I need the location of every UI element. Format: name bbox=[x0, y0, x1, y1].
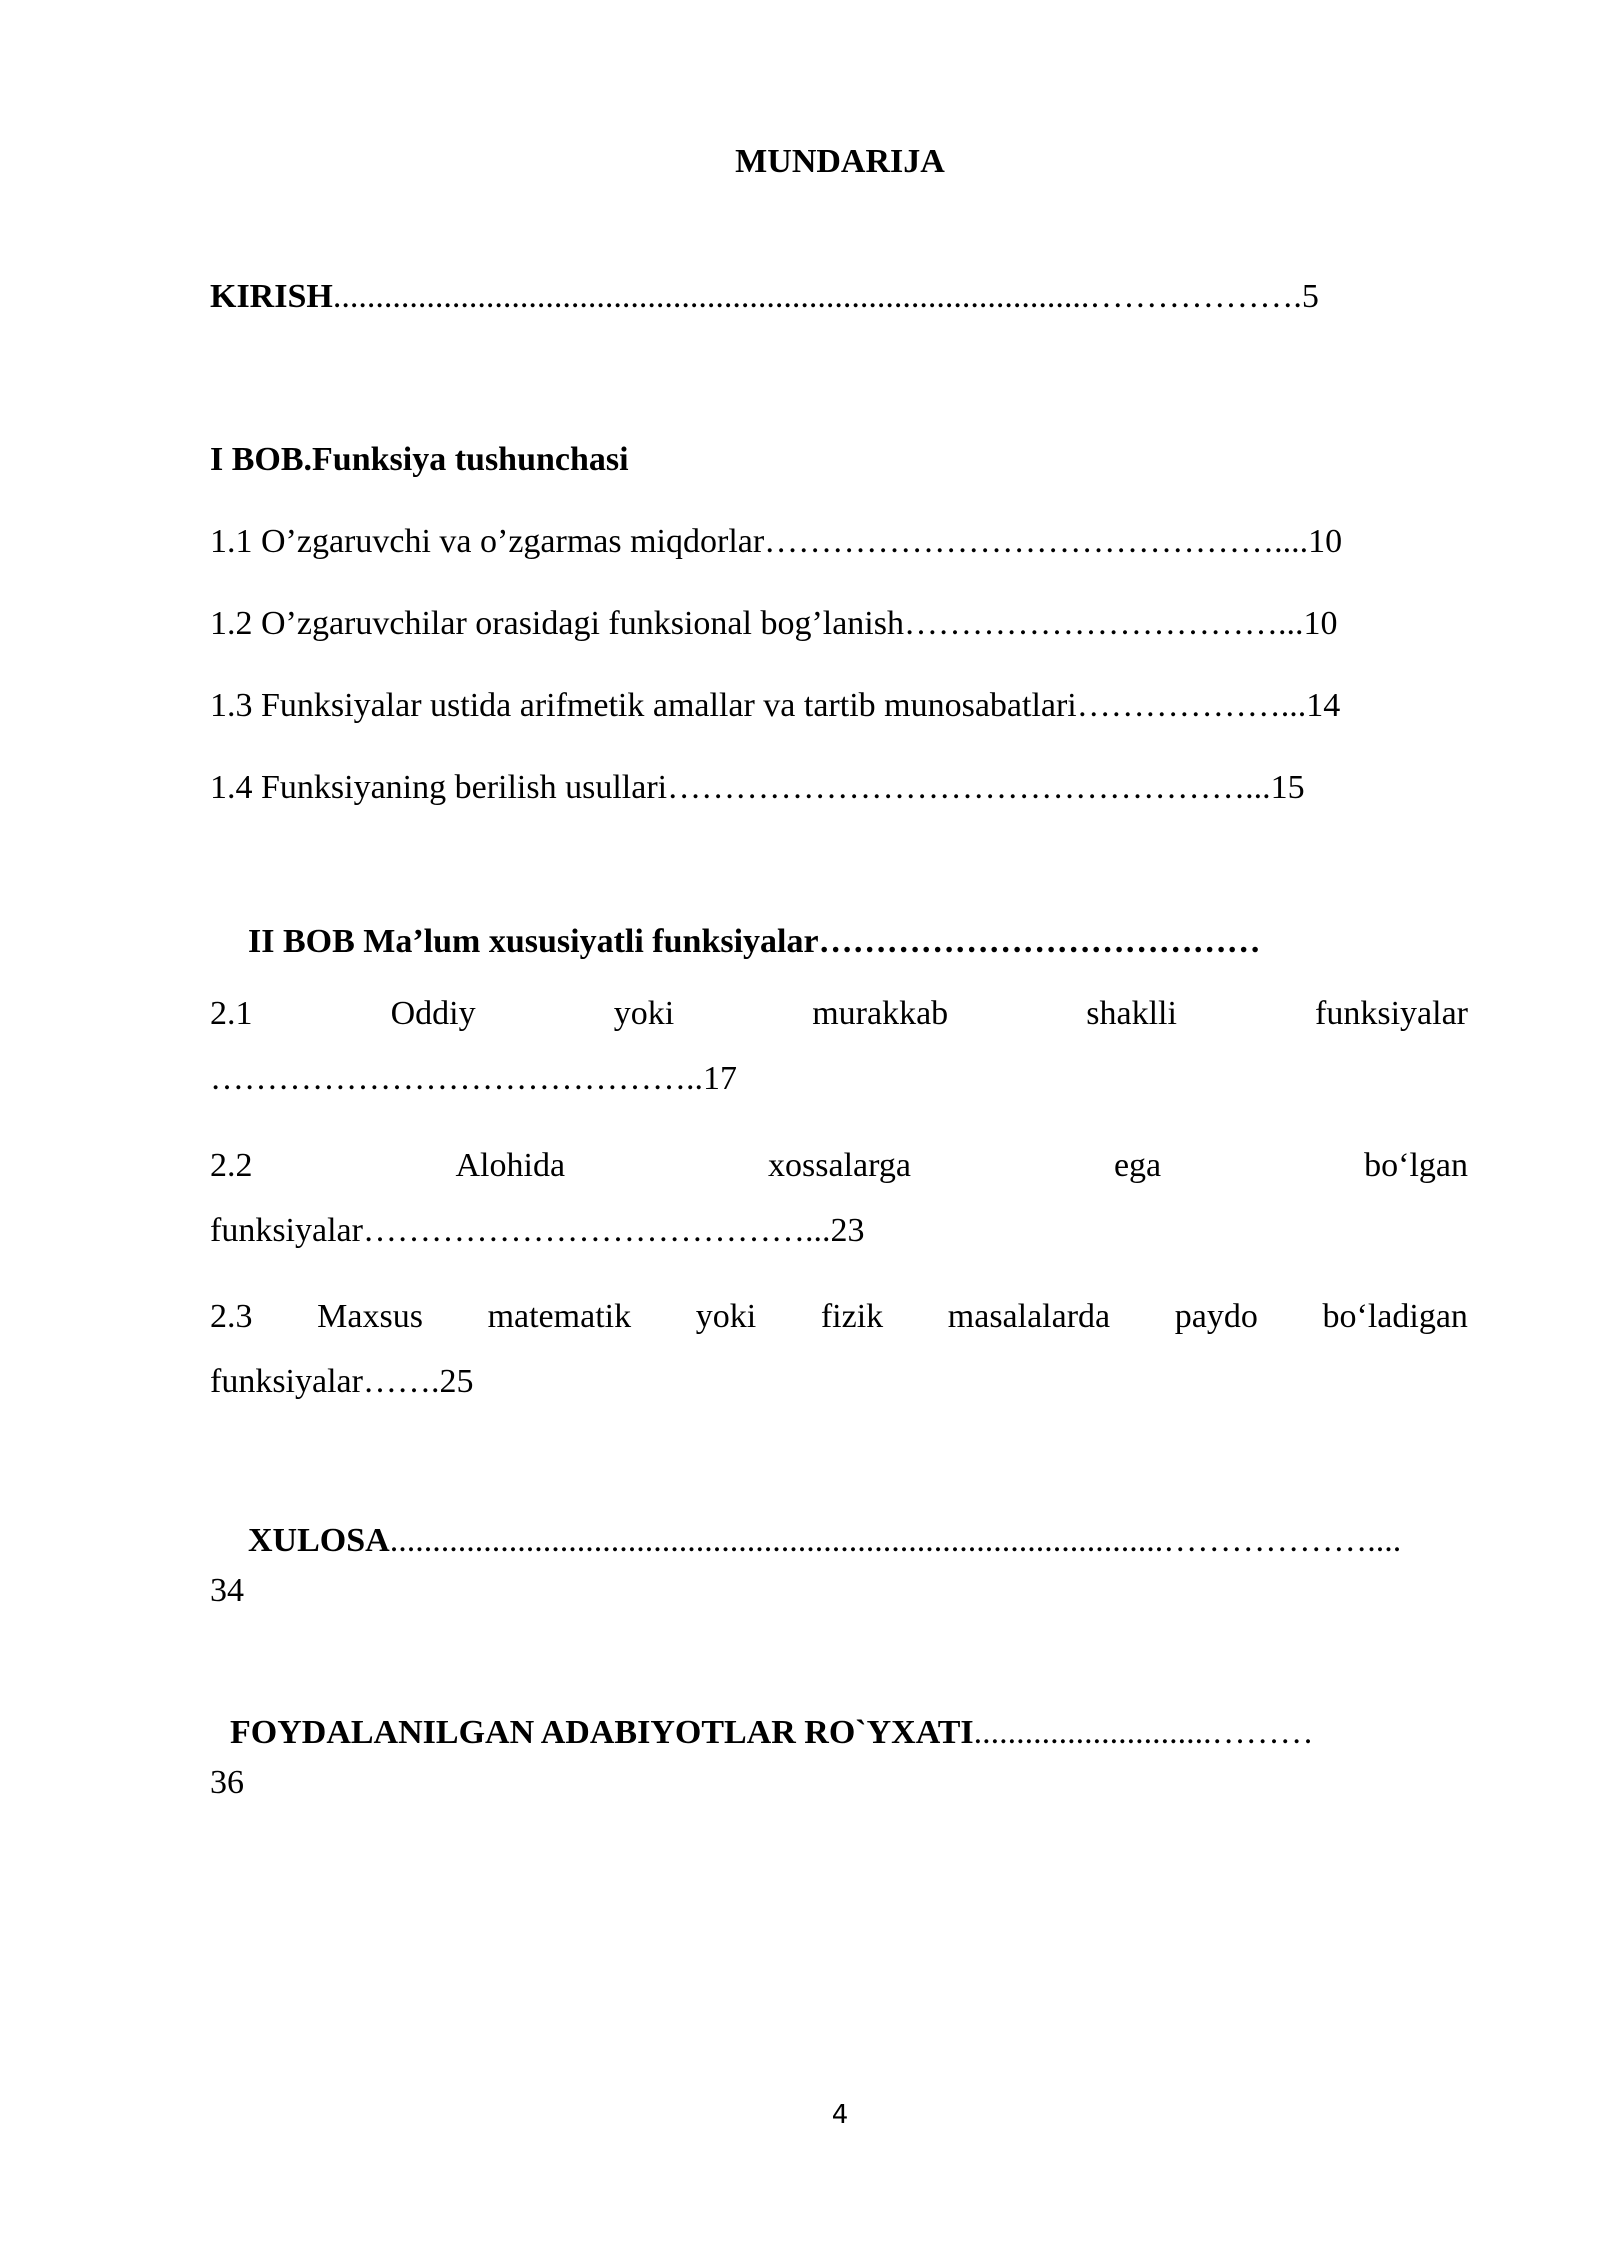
word: xossalarga bbox=[768, 1147, 911, 1184]
kirish-page: .5 bbox=[1293, 278, 1319, 315]
word: yoki bbox=[695, 1298, 757, 1335]
page-number: 4 bbox=[831, 2100, 849, 2130]
references-label: FOYDALANILGAN ADABIYOTLAR RO`YXATI bbox=[230, 1714, 974, 1751]
kirish-leader: .........................................................................................……………… bbox=[332, 278, 1294, 315]
toc-entry-1-2: 1.2 O’zgaruvchilar orasidagi funksional bog’lanish……………………………...10 bbox=[210, 605, 1338, 642]
toc-entry-2-3 bbox=[210, 1298, 1468, 1336]
word: shaklli bbox=[1086, 995, 1177, 1032]
toc-entry-2-3-cont: funksiyalar…….25 bbox=[210, 1363, 474, 1400]
word: masalalarda bbox=[947, 1298, 1111, 1335]
chapter1-heading: I BOB.Funksiya tushunchasi bbox=[210, 441, 629, 478]
toc-entry-2-1-cont: ……………………………………..17 bbox=[210, 1060, 737, 1097]
references-page: 36 bbox=[210, 1764, 244, 1801]
xulosa-label: XULOSA bbox=[248, 1522, 390, 1559]
chapter2-heading: II BOB Ma’lum xususiyatli funksiyalar………………………………… bbox=[248, 923, 1261, 960]
kirish-label: KIRISH bbox=[210, 278, 333, 315]
word: Maxsus bbox=[317, 1298, 423, 1335]
toc-entry-xulosa bbox=[248, 1522, 1401, 1560]
references-leader: ............................……… bbox=[973, 1714, 1314, 1751]
word: murakkab bbox=[812, 995, 949, 1032]
word: bo‘lgan bbox=[1364, 1147, 1468, 1184]
toc-entry-references bbox=[230, 1714, 1314, 1752]
toc-entry-2-2 bbox=[210, 1147, 1468, 1185]
word: funksiyalar bbox=[1315, 995, 1468, 1032]
toc-entry-1-4: 1.4 Funksiyaning berilish usullari……………………………………………...15 bbox=[210, 769, 1305, 806]
xulosa-leader: ...........................................................................................……………….... bbox=[389, 1522, 1402, 1559]
word: Alohida bbox=[455, 1147, 566, 1184]
toc-entry-1-1: 1.1 O’zgaruvchi va o’zgarmas miqdorlar………………………………………....10 bbox=[210, 523, 1343, 560]
word: 2.2 bbox=[210, 1147, 253, 1184]
word: paydo bbox=[1174, 1298, 1258, 1335]
word: Oddiy bbox=[390, 995, 476, 1032]
word: yoki bbox=[613, 995, 675, 1032]
word: bo‘ladigan bbox=[1322, 1298, 1468, 1335]
word: 2.1 bbox=[210, 995, 253, 1032]
toc-entry-2-2-cont: funksiyalar…………………………………...23 bbox=[210, 1212, 865, 1249]
toc-title: MUNDARIJA bbox=[735, 143, 945, 180]
word: fizik bbox=[820, 1298, 884, 1335]
word: 2.3 bbox=[210, 1298, 253, 1335]
xulosa-page: 34 bbox=[210, 1572, 244, 1609]
toc-entry-2-1 bbox=[210, 995, 1468, 1033]
toc-entry-1-3: 1.3 Funksiyalar ustida arifmetik amallar va tartib munosabatlari………………...14 bbox=[210, 687, 1341, 724]
toc-entry-kirish bbox=[210, 278, 1470, 316]
word: ega bbox=[1113, 1147, 1162, 1184]
word: matematik bbox=[487, 1298, 632, 1335]
